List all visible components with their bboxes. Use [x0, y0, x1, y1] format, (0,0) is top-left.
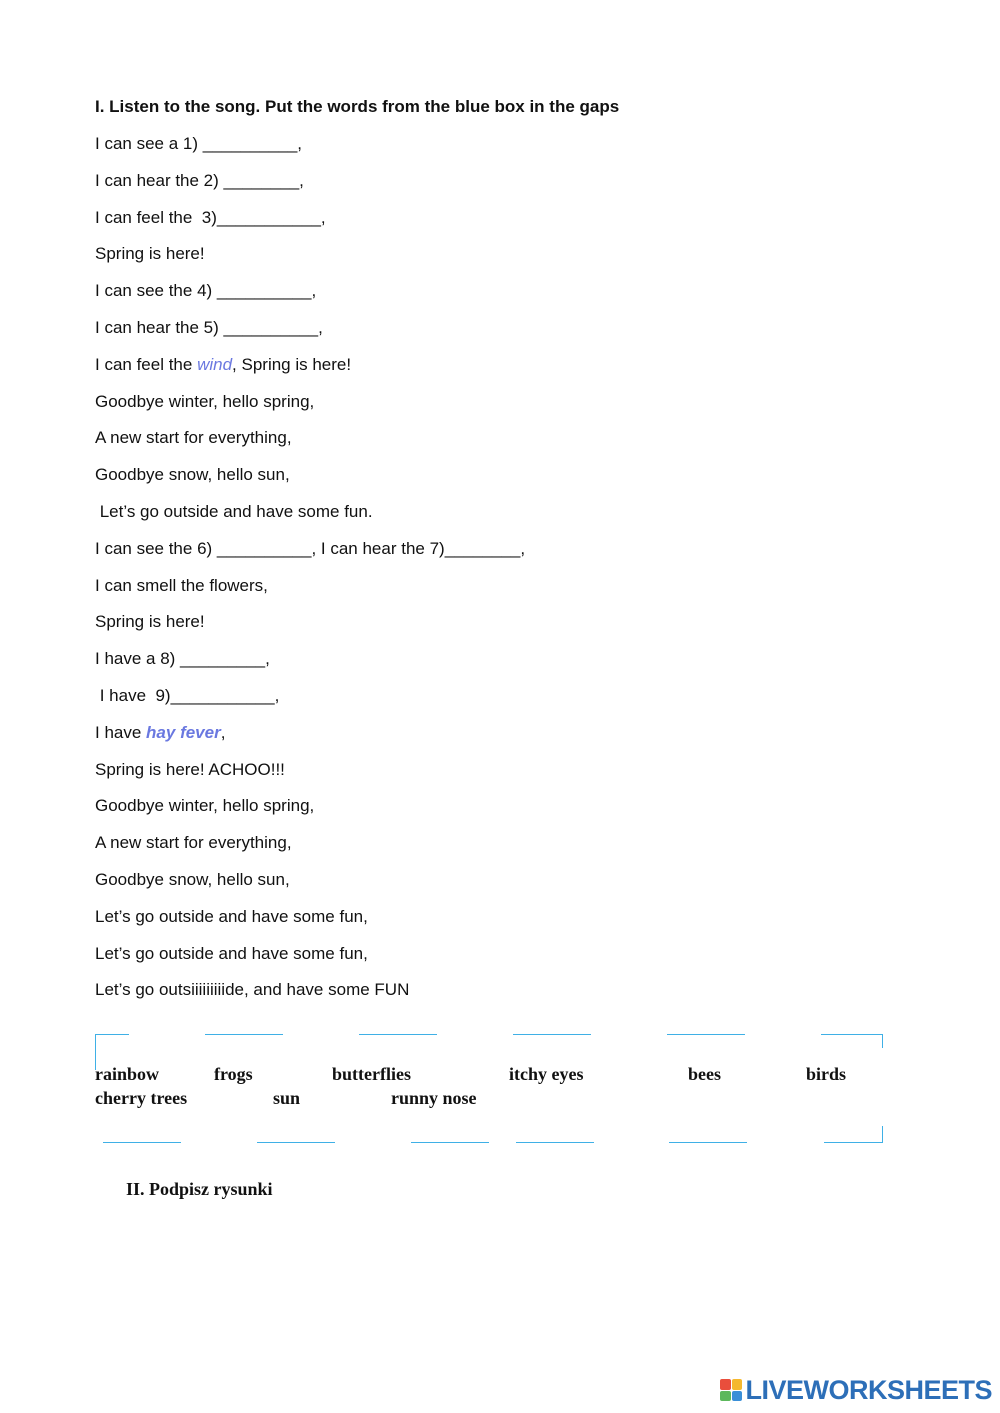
song-line: I can see a 1) __________, — [95, 134, 302, 153]
word-box-bottom-dash — [411, 1142, 489, 1143]
word-box-bottom-dash — [257, 1142, 335, 1143]
song-line: Let’s go outsiiiiiiiiide, and have some FUN — [95, 980, 410, 1000]
word-bank-item: butterflies — [332, 1064, 411, 1084]
song-line: Spring is here! ACHOO!!! — [95, 759, 285, 779]
word-box-top-dash — [821, 1034, 883, 1035]
word-box-right-edge-top — [882, 1034, 883, 1048]
song-line: A new start for everything, — [95, 428, 292, 448]
word-bank-item: rainbow — [95, 1064, 160, 1084]
word-box-bottom-dash — [103, 1142, 181, 1143]
word-box-top-dash — [95, 1034, 129, 1035]
word-bank-item: frogs — [214, 1064, 253, 1084]
song-line: I can hear the 5) __________, — [95, 318, 323, 337]
song-line — [95, 721, 225, 745]
word-bank-item: runny nose — [391, 1088, 477, 1108]
song-line: Let’s go outside and have some fun. — [95, 502, 373, 521]
song-line: I have 9)___________, — [95, 686, 280, 705]
word-box-bottom-dash — [516, 1142, 594, 1143]
word-box-top-dash — [513, 1034, 591, 1035]
song-line: Goodbye snow, hello sun, — [95, 465, 290, 485]
highlighted-word: wind — [197, 354, 233, 374]
word-bank-item: itchy eyes — [509, 1064, 584, 1084]
song-line-text: I can feel the — [95, 354, 198, 374]
song-line: I can feel the 3)___________, — [95, 207, 326, 227]
song-line: Goodbye winter, hello spring, — [95, 391, 315, 411]
song-line: I can see the 6) __________, I can hear the 7)________, — [95, 538, 526, 558]
word-bank-item: birds — [806, 1064, 847, 1084]
liveworksheets-logo — [720, 1375, 992, 1405]
song-line: Goodbye winter, hello spring, — [95, 796, 315, 816]
word-box-top-dash — [359, 1034, 437, 1035]
exercise-1-heading: I. Listen to the song. Put the words from the blue box in the gaps — [95, 97, 620, 116]
song-line: Let’s go outside and have some fun, — [95, 943, 368, 963]
song-line: I can hear the 2) ________, — [95, 170, 304, 190]
word-bank-item: bees — [688, 1064, 721, 1084]
song-line-text: , — [220, 722, 226, 742]
song-line — [95, 353, 351, 377]
song-line: Spring is here! — [95, 244, 205, 264]
exercise-2-heading: II. Podpisz rysunki — [126, 1179, 273, 1199]
word-bank-item: sun — [273, 1088, 301, 1108]
song-line: A new start for everything, — [95, 833, 292, 853]
word-box-bottom-dash — [824, 1142, 883, 1143]
song-line: Goodbye snow, hello sun, — [95, 870, 290, 889]
logo-text: LIVEWORKSHEETS — [745, 1374, 992, 1405]
song-line: I can see the 4) __________, — [95, 281, 317, 301]
logo-mark-icon — [720, 1379, 742, 1401]
highlighted-word: hay fever — [146, 722, 221, 742]
song-line: I can smell the flowers, — [95, 575, 268, 595]
song-line-text: , Spring is here! — [232, 354, 352, 374]
song-line: Spring is here! — [95, 612, 205, 632]
song-line-text: I have — [95, 722, 147, 742]
word-box-top-dash — [667, 1034, 745, 1035]
word-box-bottom-dash — [669, 1142, 747, 1143]
song-line: I have a 8) _________, — [95, 649, 270, 669]
word-box-top-dash — [205, 1034, 283, 1035]
word-box-right-edge-bottom — [882, 1126, 883, 1142]
song-line: Let’s go outside and have some fun, — [95, 906, 368, 926]
word-bank-item: cherry trees — [95, 1088, 188, 1108]
